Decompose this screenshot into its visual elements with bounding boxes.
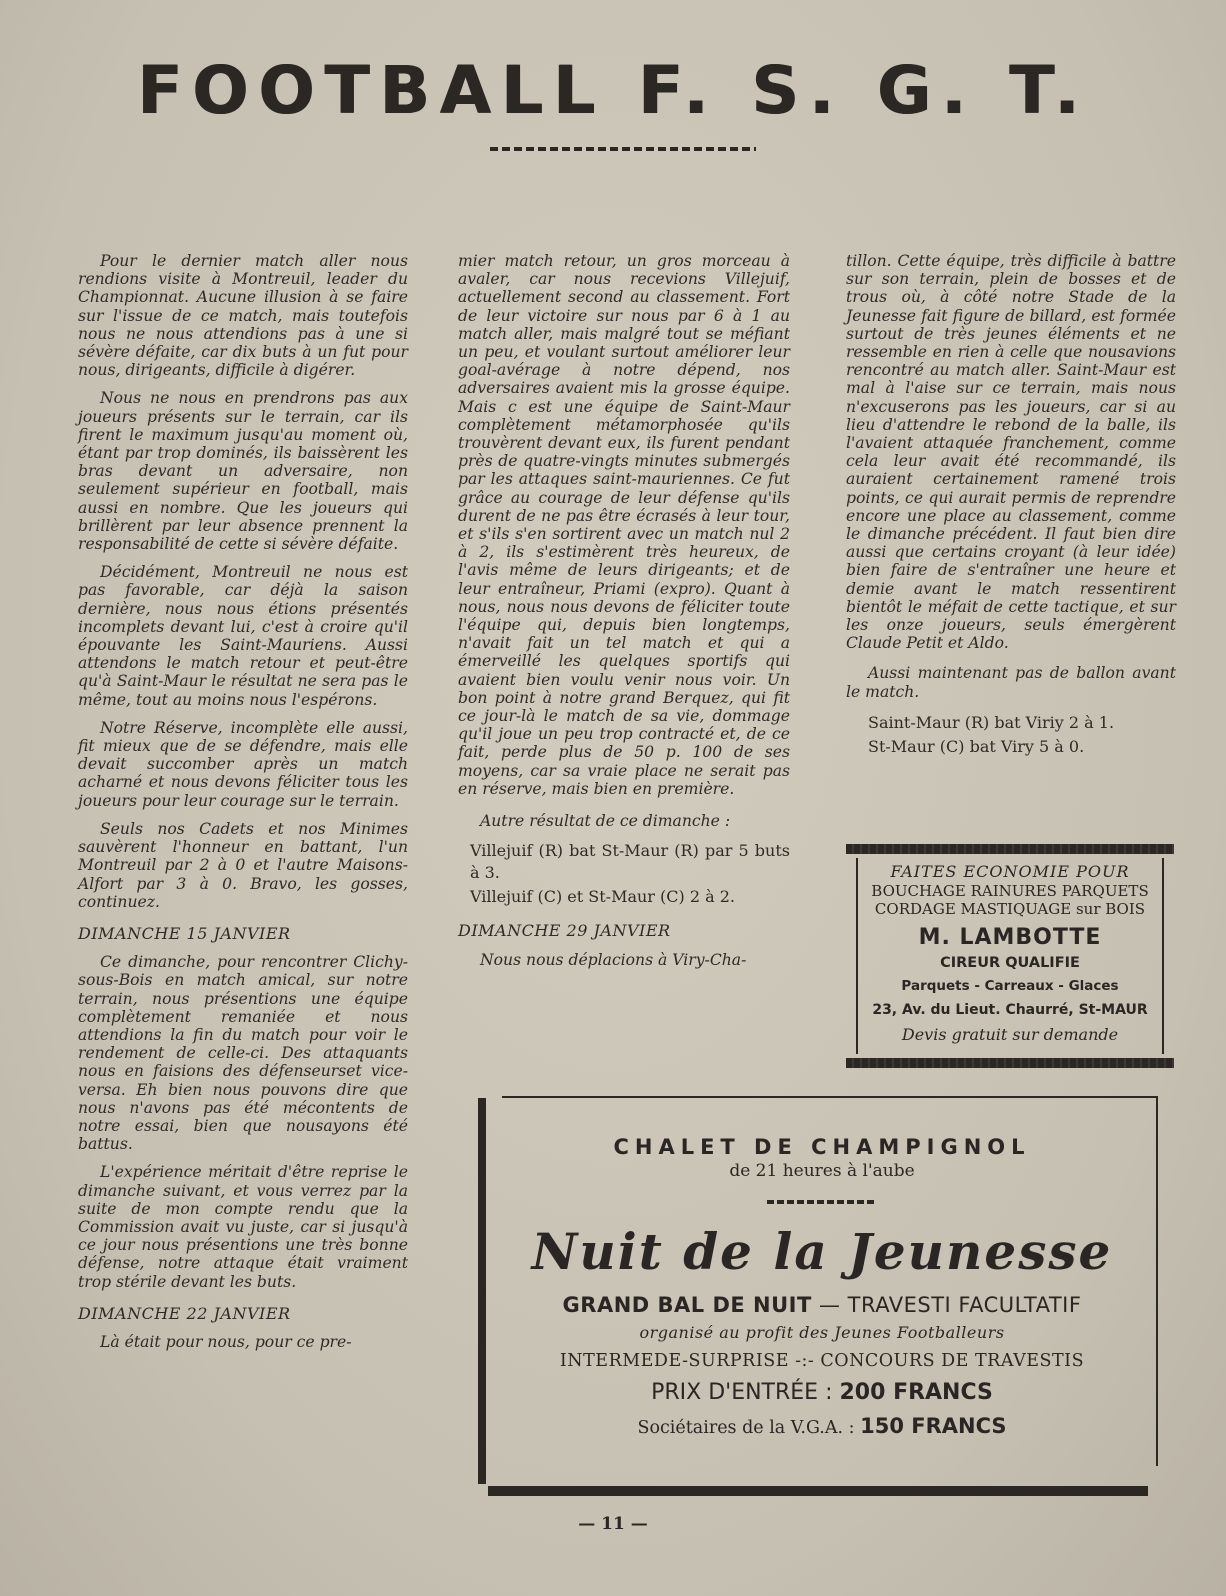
page-number: — 11 —: [578, 1514, 648, 1534]
organiser-note: organisé au profit des Jeunes Footballeurs: [639, 1323, 1005, 1342]
member-price-label: Sociétaires de la V.G.A. :: [637, 1418, 861, 1438]
event-attractions: INTERMEDE-SURPRISE -:- CONCOURS DE TRAVESTIS: [559, 1351, 1085, 1371]
match-result: Saint-Maur (R) bat Viriy 2 à 1.: [868, 712, 1115, 732]
ad-content: [492, 1134, 1152, 1444]
ad-frame-bottom: [488, 1486, 1148, 1496]
ad-services: Parquets - Carreaux - Glaces: [901, 978, 1119, 994]
ornament-rule: [767, 1200, 877, 1204]
article-column-1: [78, 252, 408, 1361]
article-column-3: [846, 252, 1176, 769]
member-price-value: 150 FRANCS: [860, 1414, 1007, 1438]
price-value: 200 FRANCS: [839, 1380, 993, 1405]
ad-quote-note: Devis gratuit sur demande: [901, 1025, 1119, 1044]
advertiser-name: M. LAMBOTTE: [918, 925, 1102, 950]
section-heading: DIMANCHE 22 JANVIER: [78, 1303, 291, 1323]
match-result: Villejuif (C) et St-Maur (C) 2 à 2.: [470, 887, 736, 907]
paragraph: Ce dimanche, pour rencontrer Clichy-sous-Bois en match amical, sur notre terrain, nous présentions une équipe complètement remaniée et nous attendions la fin du match pour voir le rendement de celle-ci. Des attaquants nous en faisions des défenseurset vice-versa. Eh bien nous pouvons dire que nous n'avons pas été mécontents de notre essai, bien que nousayons été battus.: [78, 953, 408, 1154]
paragraph: Autre résultat de ce dimanche :: [480, 812, 731, 831]
advertiser-title: CIREUR QUALIFIE: [940, 955, 1080, 971]
event-subtitle: [492, 1290, 1152, 1320]
paragraph: Nous nous déplacions à Viry-Cha-: [480, 950, 747, 969]
ad-frame-left: [478, 1098, 486, 1484]
event-hours: de 21 heures à l'aube: [729, 1161, 915, 1181]
ad-frame-right: [1156, 1098, 1158, 1466]
bal-bold: GRAND BAL DE NUIT: [562, 1293, 812, 1317]
article-column-2: [458, 252, 790, 979]
paragraph: Aussi maintenant pas de ballon avant le match.: [846, 664, 1176, 701]
paragraph: Seuls nos Cadets et nos Minimes sauvèrent l'honneur en battant, l'un Montreuil par 2 à 0 et l'autre Maisons-Alfort par 3 à 0. Bravo, les gosses, continuez.: [78, 819, 408, 911]
paragraph: Décidément, Montreuil ne nous est pas favorable, car déjà la saison dernière, nous nous étions présentés incomplets devant lui, c'est à croire qu'il épouvante les Saint-Mauriens. Aussi attendons le match retour et peut-être qu'à Saint-Maur le résultat ne sera pas le même, tout au moins nous l'espérons.: [78, 563, 408, 709]
price-label: PRIX D'ENTRÉE :: [651, 1380, 840, 1405]
lambotte-advertisement: [846, 844, 1174, 1062]
member-price: [492, 1410, 1152, 1444]
ad-body: [856, 858, 1164, 1054]
paragraph: Pour le dernier match aller nous rendions visite à Montreuil, leader du Championnat. Aucune illusion à se faire sur l'issue de ce match, mais toutefois nous ne nous attendions pas à une si sévère défaite, car dix buts à un fut pour nous, dirigeants, difficile à digérer.: [78, 252, 408, 380]
entry-price: [492, 1376, 1152, 1410]
ad-service-line: CORDAGE MASTIQUAGE sur BOIS: [874, 900, 1146, 918]
venue-name: CHALET DE CHAMPIGNOL: [613, 1135, 1031, 1159]
event-title: Nuit de la Jeunesse: [531, 1222, 1113, 1281]
paragraph: Notre Réserve, incomplète elle aussi, fit mieux que de se défendre, mais elle devait succomber après un match acharné et nous devons féliciter tous les joueurs pour leur courage sur le terrain.: [78, 718, 408, 810]
title-ornament-rule: [490, 147, 756, 151]
bal-rest: — TRAVESTI FACULTATIF: [811, 1293, 1082, 1317]
ad-address: 23, Av. du Lieut. Chaurré, St-MAUR: [872, 1002, 1148, 1018]
ad-bottom-bar: [846, 1058, 1174, 1068]
section-heading: DIMANCHE 29 JANVIER: [458, 921, 671, 941]
ad-top-bar: [846, 844, 1174, 854]
page-title: FOOTBALL F. S. G. T.: [136, 52, 1090, 129]
ad-service-line: BOUCHAGE RAINURES PARQUETS: [871, 882, 1149, 900]
ad-frame-top: [502, 1096, 1158, 1098]
match-result: St-Maur (C) bat Viry 5 à 0.: [868, 736, 1085, 756]
match-result: Villejuif (R) bat St-Maur (R) par 5 buts à 3.: [470, 841, 790, 883]
paragraph: L'expérience méritait d'être reprise le dimanche suivant, et vous verrez par la suite de mon compte rendu que la Commission avait vu juste, car si jusqu'à ce jour nous présentions une très bonne défense, notre attaque était vraiment trop stérile devant les buts.: [78, 1163, 408, 1291]
section-heading: DIMANCHE 15 JANVIER: [78, 923, 291, 943]
paragraph: Là était pour nous, pour ce pre-: [100, 1332, 352, 1351]
chalet-advertisement: [478, 1096, 1158, 1502]
paragraph: Nous ne nous en prendrons pas aux joueurs présents sur le terrain, car ils firent le maximum jusqu'au moment où, étant par trop dominés, ils baissèrent les bras devant un adversaire, non seulement supérieur en football, mais aussi en nombre. Que les joueurs qui brillèrent par leur absence prennent la responsabilité de cette si sévère défaite.: [78, 389, 408, 554]
ad-headline: FAITES ECONOMIE POUR: [890, 862, 1130, 881]
paragraph: tillon. Cette équipe, très difficile à battre sur son terrain, plein de bosses et de trous où, à côté notre Stade de la Jeunesse fait figure de billard, est formée surtout de très jeunes éléments et ne ressemble en rien à celle que nousavions rencontré au match aller. Saint-Maur est mal à l'aise sur ce terrain, mais nous n'excuserons pas les joueurs, car si au lieu d'attendre le rebond de la balle, ils l'avaient attaquée franchement, comme cela leur avait été recommandé, ils auraient certainement ramené trois points, ce qui aurait permis de reprendre encore une place au classement, comme le dimanche précédent. Il faut bien dire aussi que certains croyant (à leur idée) bien faire de s'entraîner une heure et demie avant le match ressentirent bientôt le méfait de cette tactique, et sur les onze joueurs, seuls émergèrent Claude Petit et Aldo.: [846, 252, 1176, 653]
paragraph: mier match retour, un gros morceau à avaler, car nous recevions Villejuif, actuellement second au classement. Fort de leur victoire sur nous par 6 à 1 au match aller, mais malgré tout se méfiant un peu, et voulant surtout améliorer leur goal-avérage à notre dépend, nos adversaires avaient mis la grosse équipe. Mais c est une équipe de Saint-Maur complètement métamorphosée qu'ils trouvèrent devant eux, ils furent pendant près de quatre-vingts minutes submergés par les attaques saint-mauriennes. Ce fut grâce au courage de leur défense qu'ils durent de ne pas être écrasés à leur tour, et s'ils s'en sortirent avec un match nul 2 à 2, ils s'estimèrent très heureux, de l'avis même de leurs dirigeants; et de leur entraîneur, Priami (expro). Quant à nous, nous nous devons de féliciter toute l'équipe qui, depuis bien longtemps, n'avait fait un tel match et qui a émerveillé les quelques sportifs qui avaient bien voulu venir nous voir. Un bon point à notre grand Berquez, qui fit ce jour-là le match de sa vie, dommage qu'il joue un peu trop contracté et, de ce fait, perde plus de 50 p. 100 de ses moyens, car sa vraie place ne serait pas en réserve, mais bien en première.: [458, 252, 790, 798]
